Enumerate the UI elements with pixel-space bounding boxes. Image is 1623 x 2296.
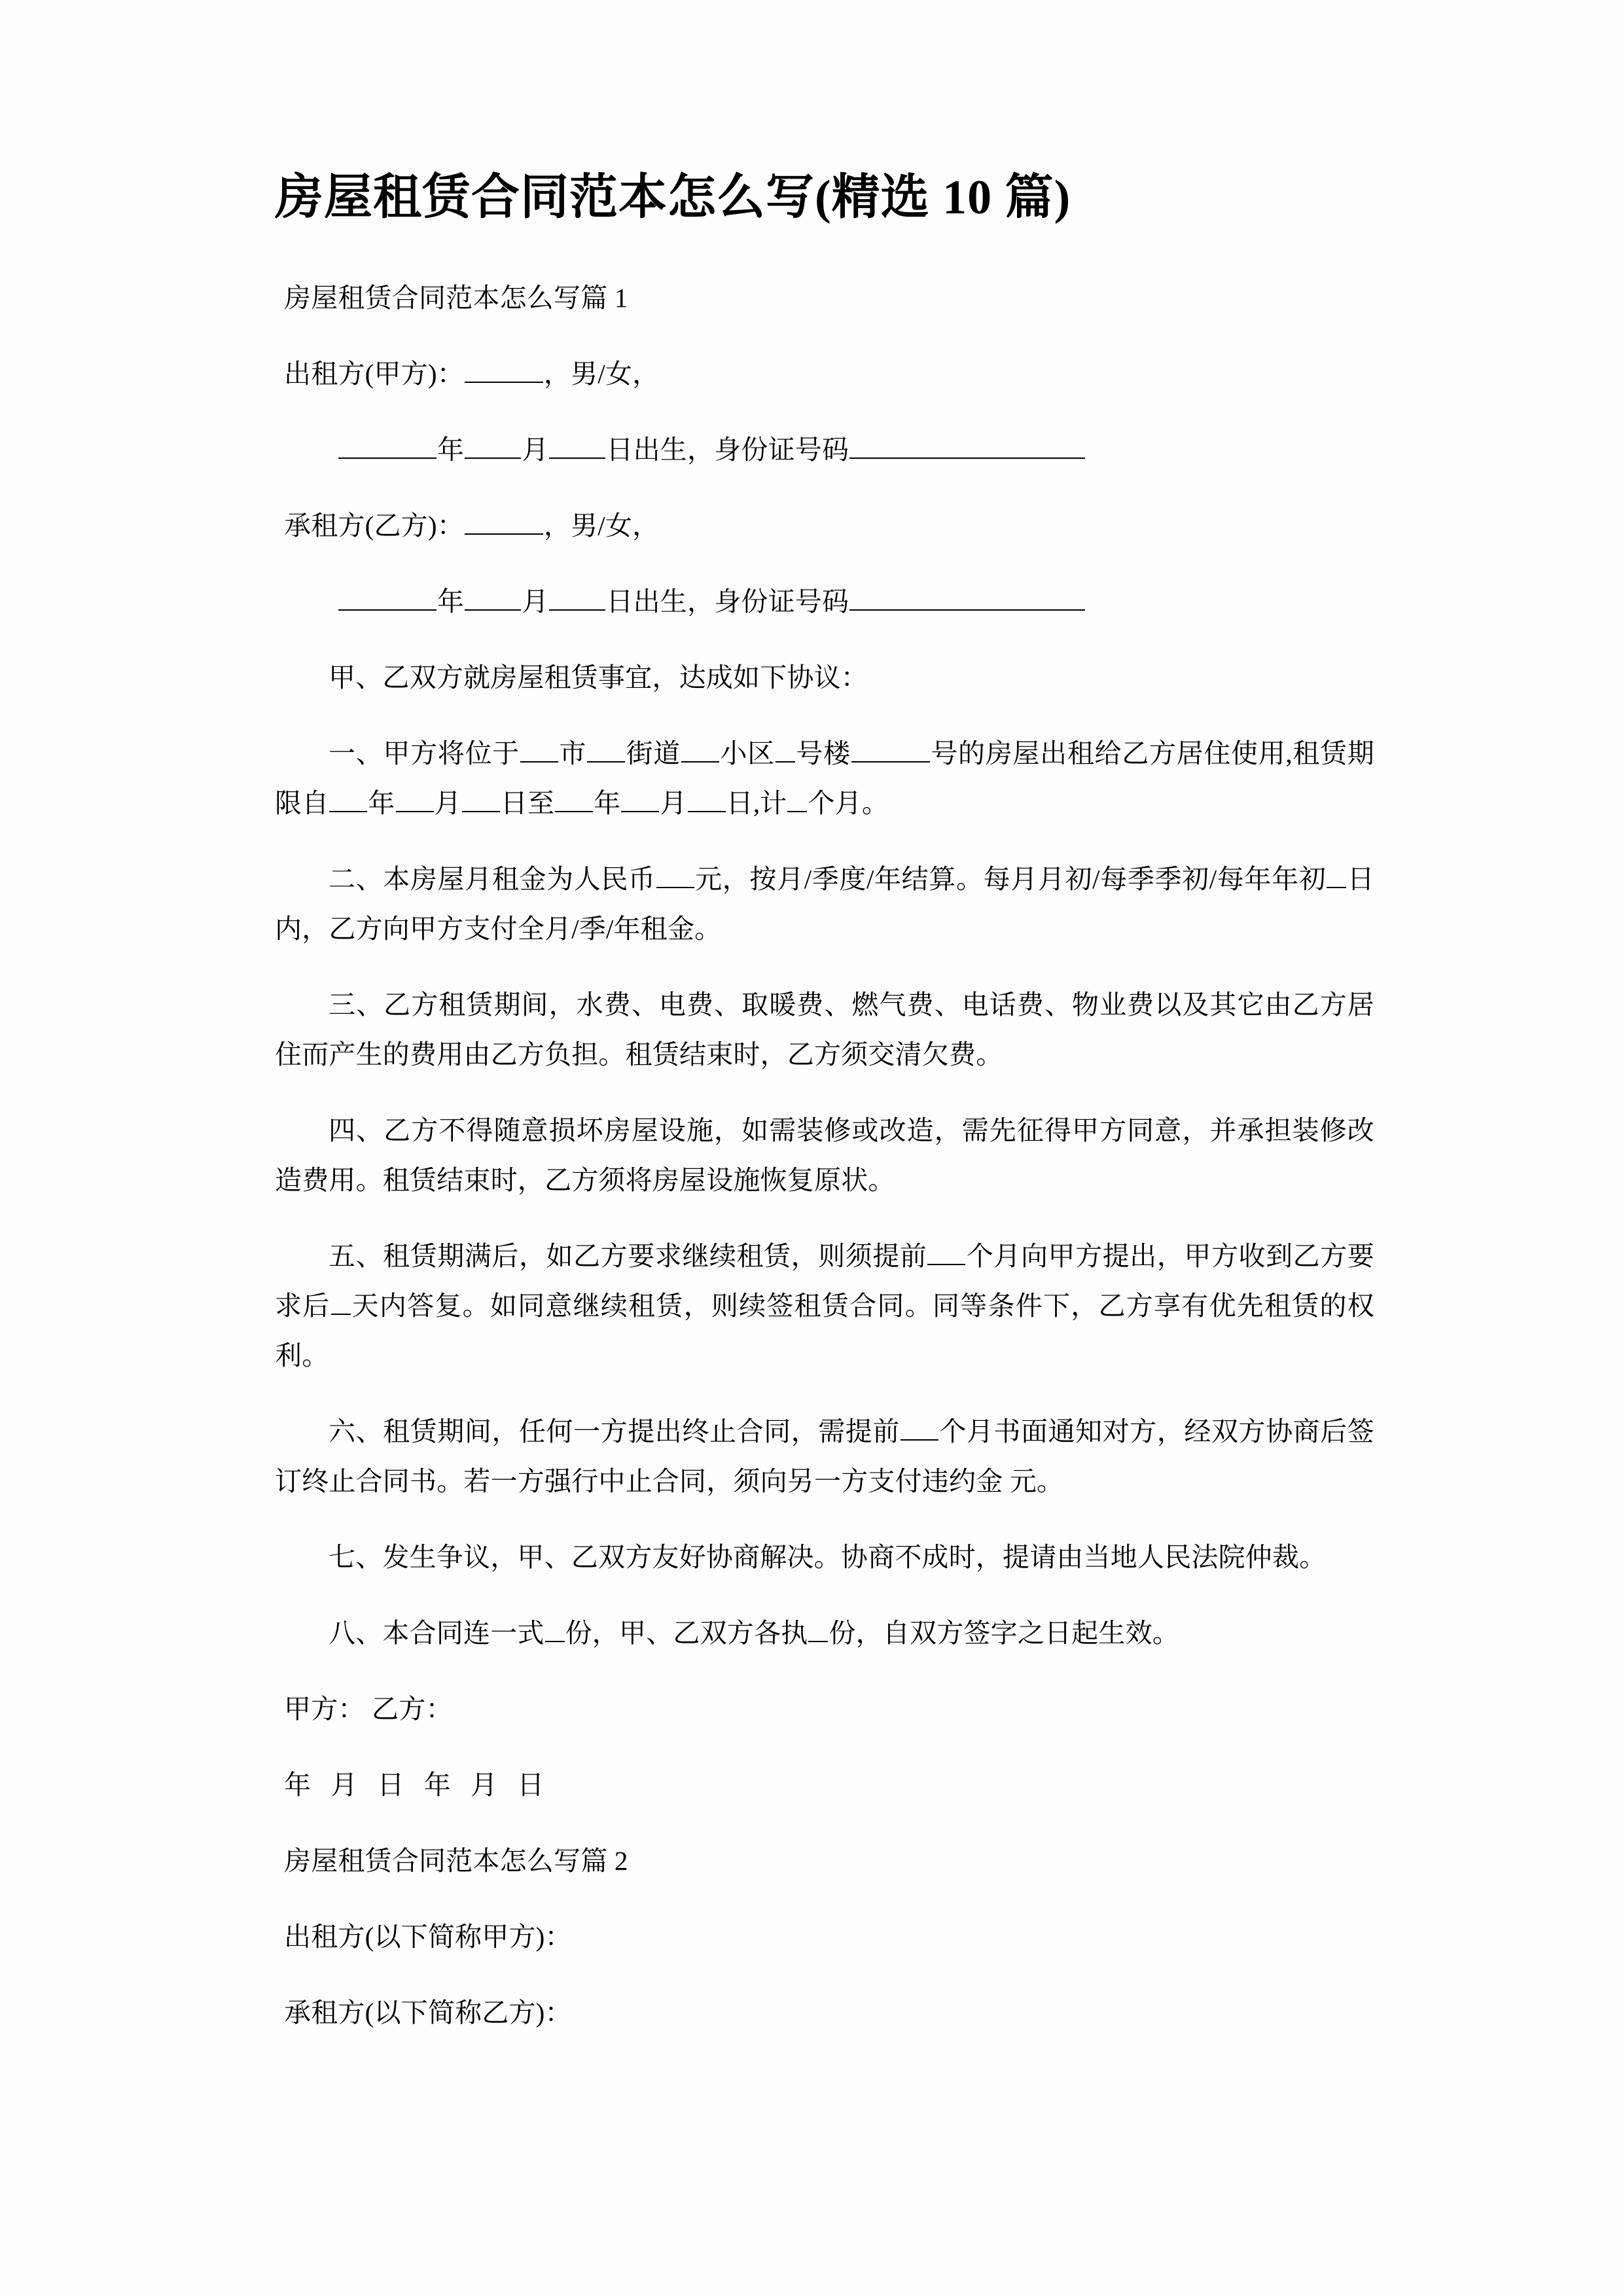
signature-parties: 甲方： 乙方： <box>284 1693 453 1724</box>
lessor-birth-line <box>275 425 1374 475</box>
spacer <box>275 550 1374 577</box>
spacer <box>275 828 1374 854</box>
clause-2 <box>275 854 1374 954</box>
month-unit: 月 <box>522 586 549 617</box>
clause-6-months-blank <box>901 1414 938 1441</box>
clause-5 <box>275 1231 1374 1380</box>
clause-5-months-blank <box>927 1239 965 1265</box>
lessee-birth-day-text: 日出生，身份证号码 <box>606 586 849 617</box>
lessee-birth-day-blank <box>549 584 605 611</box>
clause-2-rent-blank <box>656 862 694 888</box>
clause-2-text-b: 元，按月/季度/年结算。每月月初/每季季初/每年年初 <box>694 863 1327 894</box>
lessor-birth-year-blank <box>338 433 437 459</box>
clause-1-month2: 月 <box>660 787 687 818</box>
clause-6 <box>275 1407 1374 1506</box>
clause-1 <box>275 728 1374 828</box>
lessee-label: 承租方(乙方)： <box>284 510 464 541</box>
clause-1-start-year-blank <box>329 786 367 812</box>
spacer <box>275 626 1374 653</box>
spacer <box>275 1810 1374 1836</box>
section-2-heading: 房屋租赁合同范本怎么写篇 2 <box>284 1845 628 1876</box>
clause-1-months-blank <box>787 786 807 812</box>
lessor-name-blank <box>465 357 543 383</box>
clause-2-text-a: 二、本房屋月租金为人民币 <box>329 863 656 894</box>
year-unit: 年 <box>437 434 465 465</box>
clause-6-text-b: 个月书面通知对方，经双方协商后签订终止合同书。若一方强行中止合同，须向另一方支付违约金 元。 <box>275 1416 1374 1496</box>
clause-8-text-a: 八、本合同连一式 <box>329 1617 544 1648</box>
spacer <box>275 227 1374 273</box>
lessor-label: 出租方(甲方)： <box>284 358 464 389</box>
clause-8 <box>275 1608 1374 1658</box>
clause-7: 七、发生争议，甲、乙双方友好协商解决。协商不成时，提请由当地人民法院仲裁。 <box>329 1541 1327 1572</box>
page-title: 房屋租赁合同范本怎么写(精选 10 篇) <box>275 171 1071 224</box>
clause-1-year1: 年 <box>368 787 395 818</box>
clause-4: 四、乙方不得随意损坏房屋设施，如需装修或改造，需先征得甲方同意，并承担装修改造费用。租赁结束时，乙方须将房屋设施恢复原状。 <box>275 1115 1374 1195</box>
lessee-name-blank <box>465 509 543 535</box>
spacer <box>275 1658 1374 1684</box>
clause-1-building-blank <box>776 736 795 762</box>
clause-1-day2: 日,计 <box>726 787 787 818</box>
clause-8-each-blank <box>808 1616 828 1642</box>
year-unit: 年 <box>437 586 465 617</box>
lessee-line <box>275 501 1374 550</box>
lessee-gender-text: ，男/女， <box>543 510 660 541</box>
clause-5-text-b: 个月向甲方提出，甲方收到乙方要求后 <box>275 1240 1374 1321</box>
spacer <box>275 1205 1374 1231</box>
clause-1-city-blank <box>520 736 558 762</box>
lessee-id-blank <box>849 584 1085 611</box>
section-2-lessee: 承租方(以下简称乙方)： <box>284 1997 572 2028</box>
clause-5-text-c: 天内答复。如同意继续租赁，则续签租赁合同。同等条件下，乙方享有优先租赁的权利。 <box>275 1290 1374 1371</box>
clause-5-days-blank <box>331 1289 351 1315</box>
spacer <box>275 323 1374 349</box>
lessor-birth-day-blank <box>549 433 605 459</box>
clause-1-day1: 日至 <box>500 787 555 818</box>
spacer <box>275 399 1374 425</box>
clause-8-text-c: 份，自双方签字之日起生效。 <box>829 1617 1180 1648</box>
clause-1-community-blank <box>681 736 719 762</box>
clause-5-text-a: 五、租赁期满后，如乙方要求继续租赁，则须提前 <box>329 1240 927 1271</box>
clause-1-street: 街道 <box>626 738 681 768</box>
clause-1-building: 号楼 <box>795 738 851 768</box>
spacer <box>275 1962 1374 1988</box>
spacer <box>275 1079 1374 1105</box>
clause-2-days-blank <box>1327 862 1346 888</box>
lessor-id-blank <box>849 433 1085 459</box>
clause-1-year2: 年 <box>594 787 621 818</box>
spacer <box>275 1734 1374 1760</box>
clause-1-months: 个月。 <box>808 787 889 818</box>
clause-2-text-c: 日内，乙方向甲方支付全月/季/年租金。 <box>275 863 1375 944</box>
clause-1-end-month-blank <box>621 786 659 812</box>
lessor-birth-day-text: 日出生，身份证号码 <box>606 434 849 465</box>
spacer <box>275 954 1374 980</box>
clause-1-text-a: 一、甲方将位于 <box>329 738 520 768</box>
clause-6-text-a: 六、租赁期间，任何一方提出终止合同，需提前 <box>329 1416 900 1446</box>
spacer <box>275 1582 1374 1608</box>
clause-1-number: 号的房屋出租给乙方居住使用,租赁期限自 <box>275 738 1374 818</box>
lessor-line <box>275 349 1374 399</box>
clause-3: 三、乙方租赁期间，水费、电费、取暖费、燃气费、电话费、物业费以及其它由乙方居住而产生的费用由乙方负担。租赁结束时，乙方须交清欠费。 <box>275 989 1374 1069</box>
clause-1-city: 市 <box>558 738 587 768</box>
lessor-birth-month-blank <box>465 433 521 459</box>
section-2-lessor: 出租方(以下简称甲方)： <box>284 1921 572 1952</box>
clause-8-copies-blank <box>545 1616 565 1642</box>
spacer <box>275 702 1374 728</box>
clause-1-start-day-blank <box>462 786 500 812</box>
lessee-birth-line <box>275 577 1374 626</box>
spacer <box>275 1380 1374 1407</box>
clause-1-community: 小区 <box>720 738 775 768</box>
section-1-heading: 房屋租赁合同范本怎么写篇 1 <box>284 282 628 313</box>
month-unit: 月 <box>522 434 549 465</box>
clause-1-month1: 月 <box>434 787 461 818</box>
spacer <box>275 475 1374 501</box>
clause-1-street-blank <box>587 736 625 762</box>
signature-dates: 年 月 日 年 月 日 <box>284 1769 551 1800</box>
spacer <box>275 1506 1374 1532</box>
lessee-birth-month-blank <box>465 584 521 611</box>
lessee-birth-year-blank <box>338 584 437 611</box>
document-content <box>275 0 1374 2037</box>
agreement-intro: 甲、乙双方就房屋租赁事宜，达成如下协议： <box>329 662 868 692</box>
lessor-gender-text: ，男/女， <box>543 358 660 389</box>
clause-1-number-blank <box>851 736 930 762</box>
clause-8-text-b: 份，甲、乙双方各执 <box>565 1617 808 1648</box>
clause-1-end-day-blank <box>688 786 726 812</box>
spacer <box>275 1886 1374 1912</box>
clause-1-end-year-blank <box>555 786 593 812</box>
clause-1-start-month-blank <box>396 786 434 812</box>
